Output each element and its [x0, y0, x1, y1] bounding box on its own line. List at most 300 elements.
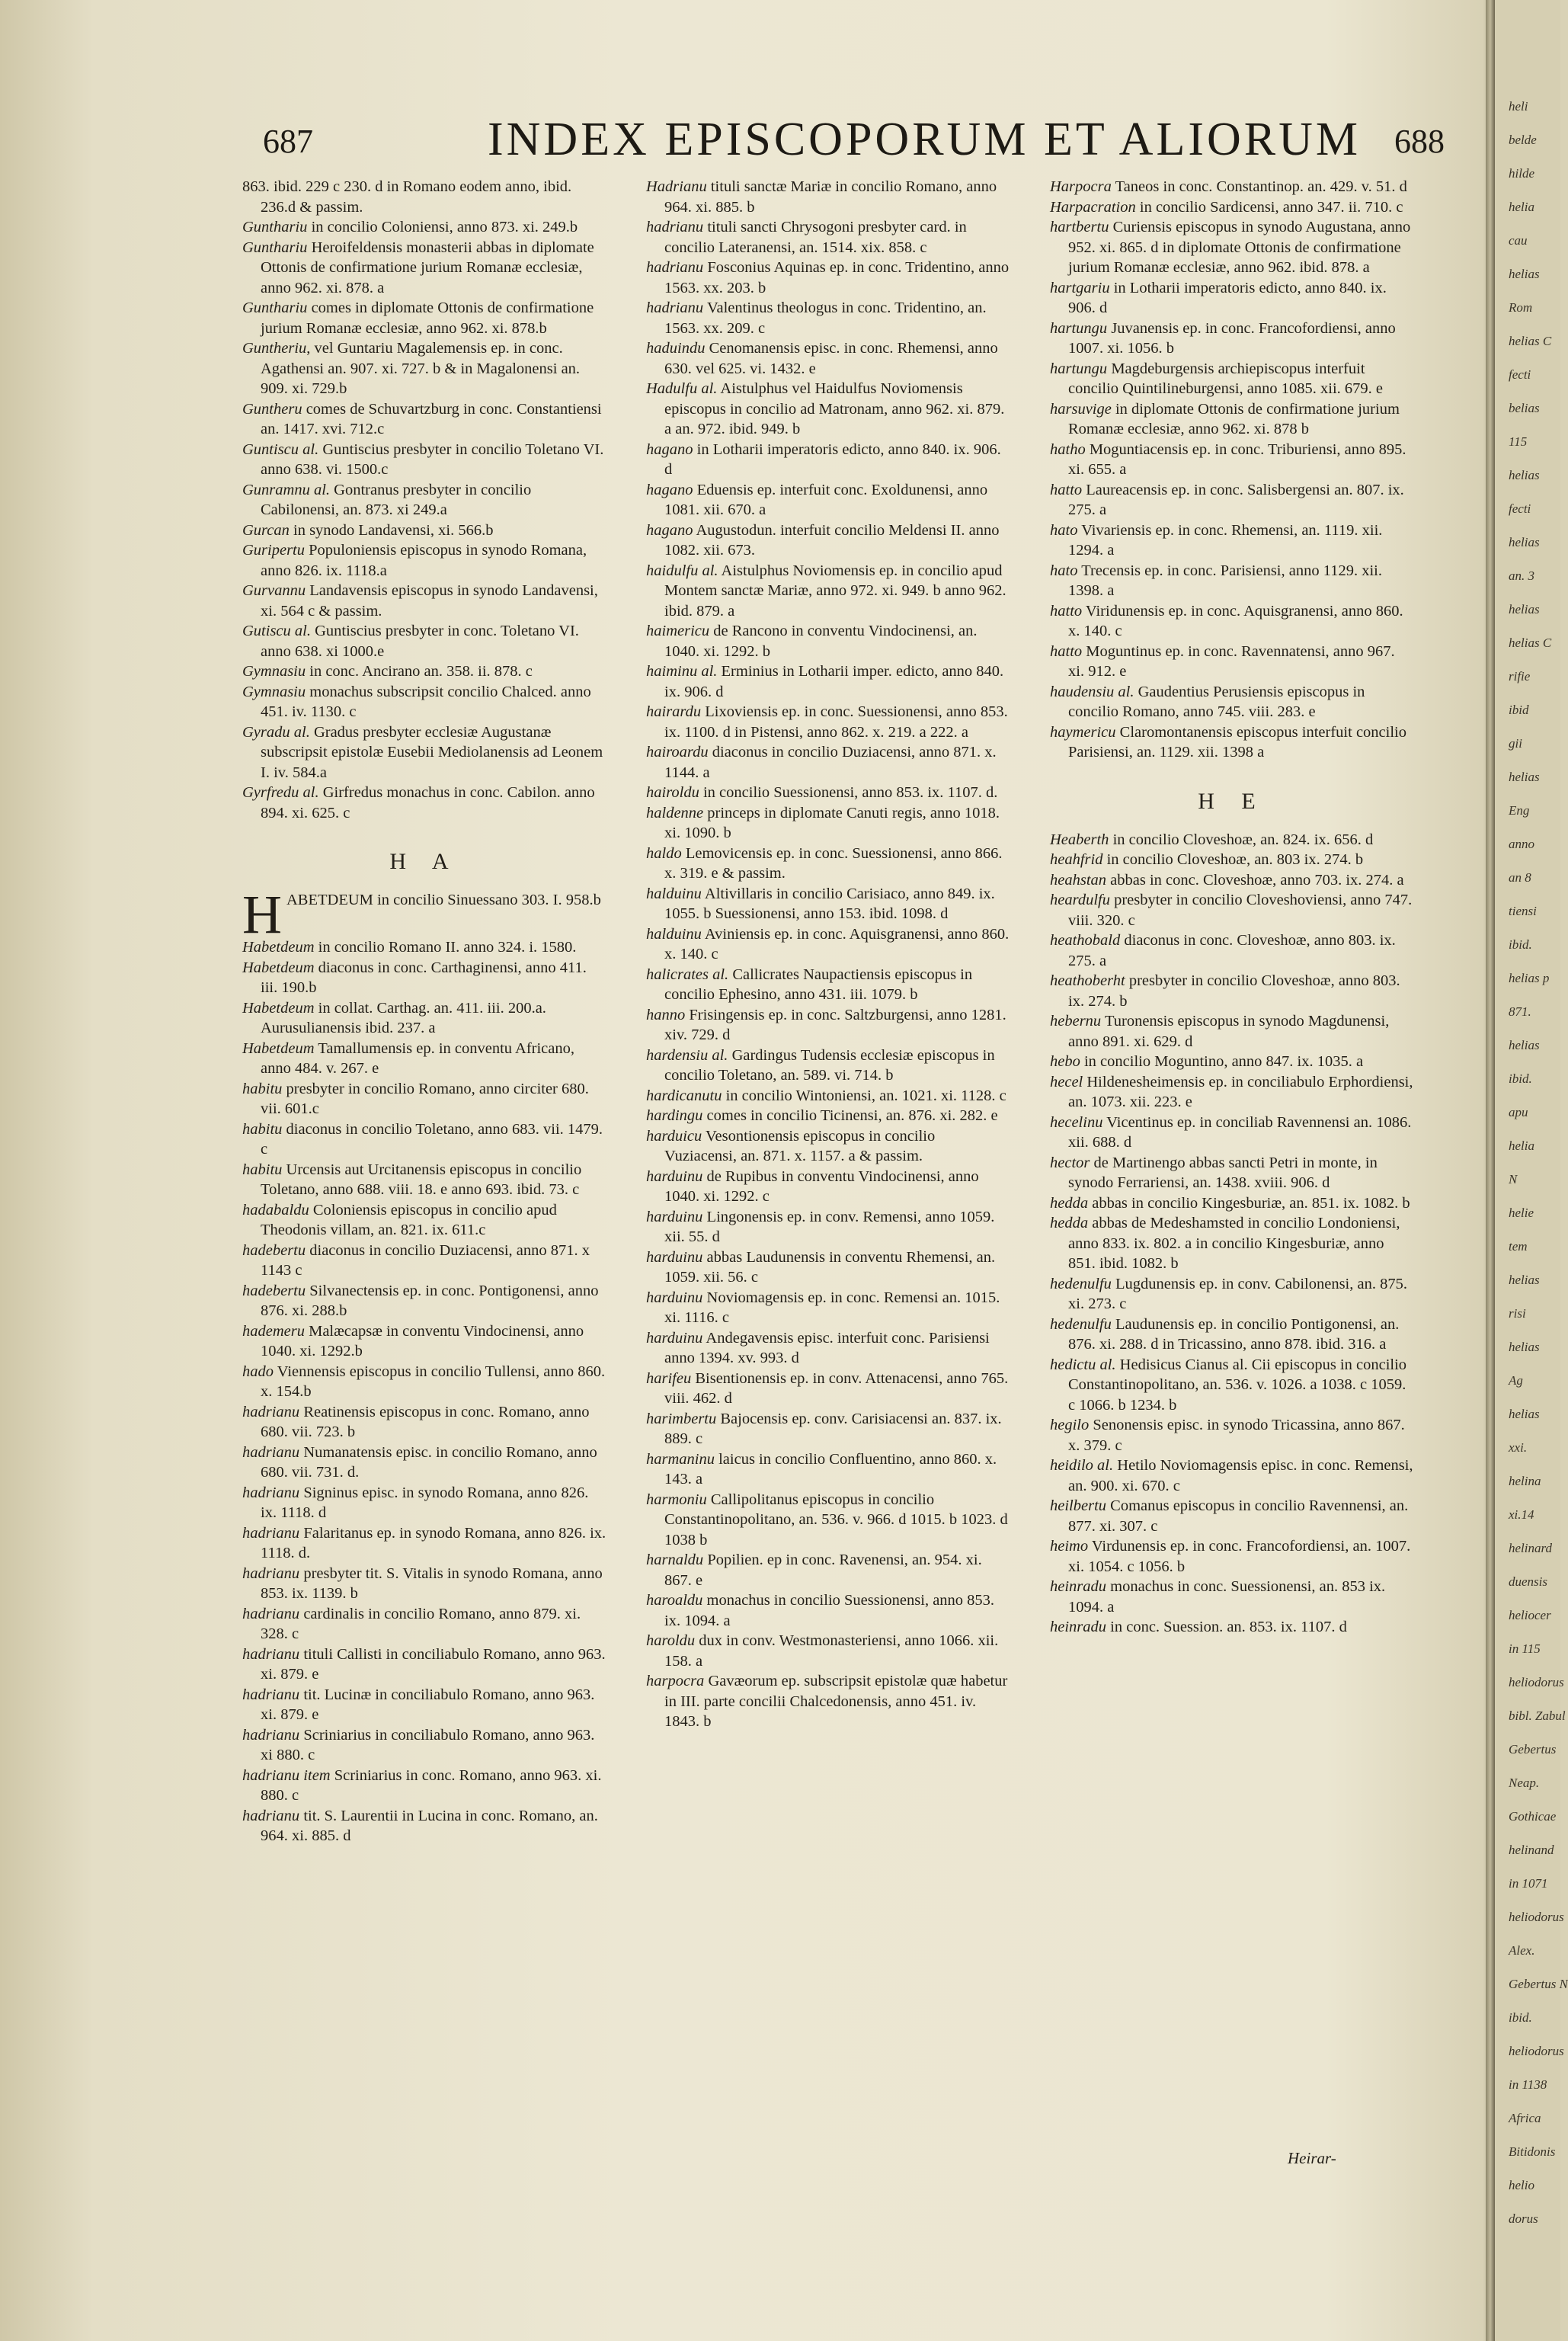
entry-text: Populoniensis episcopus in synodo Romana, anno 826. ix. 1118.a — [261, 542, 587, 579]
entry-text: Landavensis episcopus in synodo Landavensi, xi. 564 c & passim. — [261, 582, 598, 620]
index-entry — [242, 783, 606, 823]
entry-text: Gardingus Tudensis ecclesiæ episcopus in concilio Toletano, an. 589. vi. 714. b — [664, 1046, 995, 1084]
index-entry — [1050, 1496, 1414, 1536]
next-page-fragment: rifie — [1509, 669, 1531, 684]
next-page-fragment: heli — [1509, 99, 1528, 114]
next-page-fragment: ibid. — [1509, 2010, 1532, 2025]
index-entry — [1050, 1456, 1414, 1496]
entry-text: in conc. Ancirano an. 358. ii. 878. c — [306, 663, 533, 680]
index-entry — [646, 561, 1010, 622]
entry-text: comes in concilio Ticinensi, an. 876. xi. 282. e — [702, 1107, 998, 1124]
entry-headword: Guntiscu al. — [242, 440, 319, 458]
index-entry — [242, 1281, 606, 1321]
entry-text: Andegavensis episc. interfuit conc. Parisiensi anno 1394. xv. 993. d — [664, 1329, 990, 1366]
index-entry — [242, 1321, 606, 1362]
entry-headword: harnaldu — [646, 1552, 704, 1568]
index-entry — [242, 520, 606, 541]
index-entry — [1050, 440, 1414, 480]
entry-headword: hadrianu — [242, 1726, 300, 1744]
next-page-fragment: N — [1509, 1172, 1518, 1187]
entry-text: presbyter in concilio Cloveshoæ, anno 803. ix. 274. b — [1068, 972, 1400, 1010]
next-page-fragment: dorus — [1509, 2211, 1538, 2226]
entry-headword: hardingu — [646, 1107, 703, 1124]
entry-text: Aviniensis ep. in conc. Aquisgranensi, anno 860. x. 140. c — [664, 925, 1010, 962]
index-entry — [242, 1200, 606, 1241]
entry-headword: hatho — [1050, 440, 1086, 458]
entry-text: Malæcapsæ in conventu Vindocinensi, anno 1040. xi. 1292.b — [261, 1322, 584, 1359]
index-entry — [1050, 217, 1414, 278]
index-entry — [646, 217, 1010, 258]
index-entry — [646, 177, 1010, 217]
entry-text: Tamallumensis ep. in conventu Africano, anno 484. v. 267. e — [261, 1039, 574, 1077]
index-entry — [242, 480, 606, 520]
entry-headword: hedda — [1050, 1194, 1089, 1212]
entry-text: Coloniensis episcopus in concilio apud Theodonis villam, an. 821. ix. 611.c — [261, 1201, 557, 1238]
entry-text: Gontranus presbyter in concilio Cabilonensi, an. 873. xi 249.a — [261, 481, 532, 518]
entry-headword: Guntheriu — [242, 340, 307, 357]
entry-text: Lingonensis ep. in conv. Remensi, anno 1059. xii. 55. d — [664, 1208, 995, 1245]
entry-text: in concilio Romano II. anno 324. i. 1580. — [314, 939, 577, 956]
entry-text: Gradus presbyter ecclesiæ Augustanæ subscripsit epistolæ Eusebii Mediolanensis ad Leonem I. iv. 584.a — [261, 723, 603, 781]
entry-headword: Guripertu — [242, 542, 305, 559]
index-entry — [1050, 1617, 1414, 1638]
index-entry — [1050, 1011, 1414, 1052]
entry-headword: heathoberht — [1050, 972, 1125, 989]
entry-headword: Gurvannu — [242, 582, 306, 599]
next-page-fragment: fecti — [1509, 367, 1531, 382]
next-page-fragment: heliodorus — [1509, 1910, 1564, 1924]
entry-text: Silvanectensis ep. in conc. Pontigonensi, anno 876. xi. 288.b — [261, 1282, 599, 1319]
index-entry — [646, 1005, 1010, 1046]
index-entry — [1050, 1213, 1414, 1274]
entry-text: ABETDEUM in concilio Sinuessano 303. I. 958.b — [286, 892, 601, 908]
index-column-3 — [1050, 177, 1414, 2250]
entry-headword: hebernu — [1050, 1013, 1102, 1030]
entry-text: Valentinus theologus in conc. Tridentino, an. 1563. xx. 209. c — [664, 299, 987, 337]
entry-headword: hadrianu — [646, 299, 704, 316]
entry-text: Popilien. ep in conc. Ravenensi, an. 954. xi. 867. e — [664, 1552, 982, 1589]
next-page-fragment: helia — [1509, 200, 1534, 214]
index-entry — [646, 1167, 1010, 1207]
index-entry — [646, 783, 1010, 803]
index-entry — [242, 1523, 606, 1564]
entry-headword: harifeu — [646, 1369, 692, 1387]
index-entry — [242, 581, 606, 621]
entry-headword: hatto — [1050, 481, 1083, 498]
next-page-fragment: gii — [1509, 736, 1522, 751]
next-page-fragment: anno — [1509, 837, 1534, 851]
entry-headword: haldenne — [646, 804, 704, 821]
next-page-fragment: heliodorus — [1509, 2044, 1564, 2058]
next-page-fragment: helia — [1509, 1138, 1534, 1153]
entry-headword: Guntheru — [242, 400, 302, 418]
next-page-fragment: 115 — [1509, 434, 1528, 449]
entry-headword: heilbertu — [1050, 1497, 1107, 1514]
entry-text: tituli Callisti in conciliabulo Romano, anno 963. xi. 879. e — [261, 1645, 606, 1683]
entry-headword: Gutiscu al. — [242, 623, 311, 639]
next-page-fragment: 871. — [1509, 1004, 1531, 1019]
entry-headword: hairoardu — [646, 744, 709, 761]
index-entry — [242, 1160, 606, 1200]
entry-headword: hedenulfu — [1050, 1315, 1112, 1333]
entry-text: Augustodun. interfuit concilio Meldensi II. anno 1082. xii. 673. — [664, 521, 1000, 559]
entry-text: tit. S. Laurentii in Lucina in conc. Romano, an. 964. xi. 885. d — [261, 1807, 598, 1844]
entry-text: Girfredus monachus in conc. Cabilon. anno 894. xi. 625. c — [261, 784, 595, 821]
index-entry — [242, 1644, 606, 1685]
entry-headword: hedda — [1050, 1215, 1089, 1231]
index-entry — [242, 338, 606, 399]
entry-headword: hedenulfu — [1050, 1275, 1112, 1292]
index-entry — [646, 661, 1010, 702]
next-page-fragment: helias — [1509, 1273, 1540, 1287]
entry-text: abbas Laudunensis in conventu Rhemensi, an. 1059. xii. 56. c — [664, 1248, 996, 1286]
entry-text: presbyter tit. S. Vitalis in synodo Romana, anno 853. ix. 1139. b — [261, 1564, 603, 1602]
index-entry — [1050, 359, 1414, 399]
next-page-fragment: Alex. — [1509, 1943, 1535, 1958]
next-page-fragment: helias — [1509, 602, 1540, 616]
entry-text: tituli sancti Chrysogoni presbyter card. in concilio Lateranensi, an. 1514. xix. 858. c — [664, 219, 967, 256]
next-page-fragment: Bitidonis — [1509, 2144, 1556, 2159]
index-entry — [242, 682, 606, 722]
entry-text: Moguntiacensis ep. in conc. Triburiensi, anno 895. xi. 655. a — [1068, 440, 1406, 478]
entry-text: Cenomanensis episc. in conc. Rhemensi, anno 630. vel 625. vi. 1432. e — [664, 340, 998, 377]
entry-headword: Gymnasiu — [242, 663, 306, 680]
index-entry — [242, 1806, 606, 1846]
entry-text: Heroifeldensis monasterii abbas in diplomate Ottonis de confirmatione jurium Romanæ ecclesiæ, anno 962. xi. 878. a — [261, 239, 594, 296]
entry-headword: harimbertu — [646, 1410, 717, 1427]
entry-headword: haudensiu al. — [1050, 683, 1134, 700]
entry-text: Curiensis episcopus in synodo Augustana, anno 952. xi. 865. d in diplomate Ottonis de confirmatione jurium Romanæ ecclesiæ, anno 962. ibid. 878. a — [1068, 219, 1411, 276]
drop-cap-letter: H — [242, 884, 282, 945]
entry-headword: Gyrfredu al. — [242, 784, 319, 801]
index-entry — [646, 965, 1010, 1005]
index-entry — [646, 338, 1010, 379]
entry-text: Scriniarius in conciliabulo Romano, anno 963. xi 880. c — [261, 1726, 595, 1763]
index-entry — [1050, 601, 1414, 642]
entry-text: Lemovicensis ep. in conc. Suessionensi, anno 866. x. 319. e & passim. — [664, 844, 1003, 882]
index-entry — [1050, 1072, 1414, 1113]
index-entry — [1050, 1536, 1414, 1577]
index-entry — [1050, 642, 1414, 682]
entry-headword: hecelinu — [1050, 1113, 1103, 1131]
index-entry — [1050, 1577, 1414, 1617]
next-page-fragment: Gebertus — [1509, 1742, 1557, 1757]
entry-text: diaconus in concilio Duziacensi, anno 871. x 1143 c — [261, 1241, 590, 1279]
index-entry — [242, 1119, 606, 1160]
entry-headword: hadrianu — [242, 1524, 300, 1542]
entry-headword: haiminu al. — [646, 663, 718, 680]
entry-text: Taneos in conc. Constantinop. an. 429. v. 51. d — [1111, 178, 1407, 195]
entry-text: 863. ibid. 229 c 230. d in Romano eodem anno, ibid. 236.d & passim. — [242, 178, 572, 216]
next-page-fragment: in 115 — [1509, 1641, 1541, 1656]
entry-text: Moguntinus ep. in conc. Ravennatensi, anno 967. xi. 912. e — [1068, 642, 1395, 680]
entry-text: diaconus in concilio Toletano, anno 683. vii. 1479. c — [261, 1120, 603, 1158]
index-column-2 — [646, 177, 1010, 2250]
index-entry — [646, 1590, 1010, 1631]
next-page-fragment: xxi. — [1509, 1440, 1528, 1455]
entry-headword: Habetdeum — [242, 999, 315, 1017]
entry-text: laicus in concilio Confluentino, anno 860. x. 143. a — [664, 1450, 997, 1488]
entry-headword: hegilo — [1050, 1417, 1090, 1433]
entry-headword: hadabaldu — [242, 1201, 309, 1219]
entry-text: in Lotharii imperatoris edicto, anno 840. ix. 906. d — [1068, 279, 1387, 316]
entry-headword: harduinu — [646, 1208, 703, 1225]
next-page-fragment: helias — [1509, 468, 1540, 482]
entry-headword: hairoldu — [646, 784, 699, 801]
index-entry — [1050, 1315, 1414, 1355]
entry-headword: haroaldu — [646, 1592, 703, 1609]
index-entry — [646, 1207, 1010, 1247]
entry-text: Numanatensis episc. in concilio Romano, anno 680. vii. 731. d. — [261, 1443, 597, 1481]
entry-text: Vesontionensis episcopus in concilio Vuziacensi, an. 871. x. 1157. a & passim. — [664, 1127, 936, 1164]
catchword: Heirar- — [1288, 2149, 1336, 2167]
next-page-fragment: helias C — [1509, 636, 1552, 650]
entry-headword: hado — [242, 1363, 274, 1380]
index-entry — [1050, 890, 1414, 930]
next-page-fragment: helias p — [1509, 971, 1550, 985]
entry-text: Noviomagensis ep. in conc. Remensi an. 1015. xi. 1116. c — [664, 1289, 1000, 1326]
entry-headword: hadrianu — [242, 1443, 300, 1461]
entry-headword: Habetdeum — [242, 959, 315, 976]
entry-text: diaconus in concilio Duziacensi, anno 871. x. 1144. a — [664, 744, 997, 781]
entry-text: Bisentionensis ep. in conv. Attenacensi, anno 765. viii. 462. d — [664, 1369, 1009, 1407]
entry-headword: Gunthariu — [242, 239, 308, 256]
entry-text: Magdeburgensis archiepiscopus interfuit concilio Quintilineburgensi, anno 1085. xii. 679. e — [1068, 360, 1383, 397]
index-entry — [646, 298, 1010, 338]
entry-text: Hildenesheimensis ep. in conciliabulo Erphordiensi, an. 1073. xii. 223. e — [1068, 1073, 1413, 1110]
entry-headword: harduinu — [646, 1289, 703, 1306]
entry-headword: harmoniu — [646, 1491, 707, 1508]
entry-text: , vel Guntariu Magalemensis ep. in conc. Agathensi an. 907. xi. 727. b & in Magalonensi an. 909. xi. 729.b — [261, 340, 581, 397]
entry-text: Erminius in Lotharii imper. edicto, anno 840. ix. 906. d — [664, 663, 1004, 700]
entry-headword: harduinu — [646, 1167, 703, 1185]
entry-headword: Gunthariu — [242, 299, 308, 316]
entry-text: Aistulphus vel Haidulfus Noviomensis episcopus in concilio ad Matronam, anno 962. xi. 879. a an. 972. ibid. 949. b — [664, 380, 1005, 437]
entry-headword: hatto — [1050, 602, 1083, 620]
index-entry — [1050, 1355, 1414, 1416]
index-entry — [1050, 1193, 1414, 1214]
index-entry — [242, 1443, 606, 1483]
entry-text: de Rancono in conventu Vindocinensi, an. 1040. xi. 1292. b — [664, 623, 978, 660]
index-entry — [1050, 1052, 1414, 1072]
index-entry — [242, 661, 606, 682]
next-page-fragment: Rom — [1509, 300, 1533, 315]
next-page-fragment: bibl. Zabul — [1509, 1709, 1566, 1723]
entry-headword: habitu — [242, 1080, 283, 1097]
next-page-fragment: Ag — [1509, 1373, 1523, 1388]
entry-headword: Gymnasiu — [242, 683, 306, 700]
entry-headword: hadrianu — [242, 1686, 300, 1703]
entry-headword: haidulfu al. — [646, 562, 718, 579]
next-page-fragment: helinand — [1509, 1843, 1554, 1857]
entry-headword: hebo — [1050, 1053, 1080, 1070]
entry-text: in Lotharii imperatoris edicto, anno 840. ix. 906. d — [664, 440, 1001, 478]
index-entry — [646, 258, 1010, 298]
entry-headword: haduindu — [646, 340, 706, 357]
index-entry — [242, 238, 606, 299]
entry-headword: heahfrid — [1050, 851, 1103, 868]
entry-text: de Martinengo abbas sancti Petri in monte, in synodo Ferrariensi, an. 1438. xviii. 906. d — [1068, 1154, 1378, 1191]
entry-text: in concilio Wintoniensi, an. 1021. xi. 1128. c — [722, 1087, 1006, 1104]
entry-headword: haroldu — [646, 1632, 696, 1649]
entry-text: presbyter in concilio Cloveshoviensi, anno 747. viii. 320. c — [1068, 892, 1413, 929]
entry-headword: Heaberth — [1050, 831, 1109, 848]
next-page-fragment: helias — [1509, 770, 1540, 784]
entry-headword: hedictu al. — [1050, 1356, 1116, 1373]
entry-headword: Hadulfu al. — [646, 380, 718, 397]
index-entry — [646, 379, 1010, 440]
index-entry — [242, 1241, 606, 1281]
next-page-fragment: xi.14 — [1509, 1507, 1534, 1522]
index-entry — [242, 1725, 606, 1766]
index-entry — [1050, 1153, 1414, 1193]
entry-headword: hato — [1050, 562, 1078, 579]
entry-text: monachus in conc. Suessionensi, an. 853 ix. 1094. a — [1068, 1578, 1386, 1616]
index-entry — [1050, 177, 1414, 197]
index-entry — [242, 621, 606, 661]
index-entry — [1050, 520, 1414, 561]
entry-headword: hadrianu — [242, 1403, 300, 1420]
entry-headword: hagano — [646, 481, 693, 498]
next-page-fragment: apu — [1509, 1105, 1528, 1119]
index-entry — [242, 937, 606, 958]
next-page-fragment: helias — [1509, 535, 1540, 549]
entry-text: comes in diplomate Ottonis de confirmatione jurium Romanæ ecclesiæ, anno 962. xi. 878.b — [261, 299, 594, 337]
index-entry — [242, 298, 606, 338]
entry-headword: hademeru — [242, 1322, 305, 1340]
index-entry — [646, 1671, 1010, 1732]
entry-headword: Gunthariu — [242, 219, 308, 235]
index-entry — [1050, 480, 1414, 520]
entry-text: diaconus in conc. Cloveshoæ, anno 803. ix. 275. a — [1068, 932, 1396, 969]
entry-headword: hatto — [1050, 642, 1083, 660]
next-page-fragment: in 1071 — [1509, 1876, 1548, 1891]
entry-text: tit. Lucinæ in conciliabulo Romano, anno 963. xi. 879. e — [261, 1686, 595, 1723]
entry-headword: Hadrianu — [646, 178, 707, 195]
entry-headword: Gyradu al. — [242, 723, 310, 741]
index-entry — [646, 924, 1010, 965]
index-entry — [242, 958, 606, 998]
dropcap-entry — [242, 884, 606, 945]
left-page-number: 687 — [263, 123, 313, 160]
next-page-fragment: hilde — [1509, 166, 1534, 181]
index-entry — [1050, 278, 1414, 319]
next-page-margin — [1495, 0, 1568, 2341]
entry-text: abbas in conc. Cloveshoæ, anno 703. ix. 274. a — [1106, 871, 1404, 889]
next-page-fragment: helina — [1509, 1474, 1541, 1488]
entry-text: in collat. Carthag. an. 411. iii. 200.a. Aurusulianensis ibid. 237. a — [261, 999, 546, 1036]
index-entry — [242, 1362, 606, 1402]
entry-headword: hartungu — [1050, 360, 1108, 377]
index-entry — [242, 1564, 606, 1604]
entry-text: in concilio Moguntino, anno 847. ix. 1035. a — [1080, 1053, 1364, 1070]
next-page-fragment: belias — [1509, 401, 1540, 415]
index-entry — [242, 1766, 606, 1806]
entry-headword: Habetdeum — [242, 939, 315, 956]
index-entry — [646, 1409, 1010, 1449]
index-entry — [1050, 930, 1414, 971]
entry-headword: hector — [1050, 1154, 1090, 1171]
index-entry — [1050, 197, 1414, 218]
entry-headword: hartungu — [1050, 319, 1108, 337]
next-page-fragment: Gebertus N — [1509, 1977, 1568, 1991]
entry-headword: hagano — [646, 521, 693, 539]
page-title: INDEX EPISCOPORUM ET ALIORUM — [488, 114, 1361, 165]
entry-text: Comanus episcopus in concilio Ravennensi, an. 877. xi. 307. c — [1068, 1497, 1409, 1535]
entry-headword: habitu — [242, 1161, 283, 1178]
entry-text: Trecensis ep. in conc. Parisiensi, anno 1129. xii. 1398. a — [1068, 562, 1382, 599]
section-heading: H A — [389, 849, 459, 874]
entry-text: Callicrates Naupactiensis episcopus in concilio Ephesino, anno 431. iii. 1079. b — [664, 966, 973, 1003]
entry-text: diaconus in conc. Carthaginensi, anno 411. iii. 190.b — [261, 959, 587, 996]
entry-headword: hadrianu — [646, 219, 704, 235]
index-entry — [646, 621, 1010, 661]
entry-text: Altivillaris in concilio Carisiaco, anno 849. ix. 1055. b Suessionensi, anno 153. ibid. 1098. d — [664, 885, 995, 922]
entry-headword: hecel — [1050, 1073, 1083, 1090]
entry-headword: harmaninu — [646, 1450, 715, 1468]
entry-headword: Harpocra — [1050, 178, 1112, 195]
entry-headword: harduinu — [646, 1329, 703, 1347]
entry-headword: Gunramnu al. — [242, 481, 331, 498]
index-entry — [646, 480, 1010, 520]
entry-text: Aistulphus Noviomensis ep. in concilio apud Montem sanctæ Mariæ, anno 972. xi. 949. b anno 962. ibid. 879. a — [664, 562, 1006, 620]
entry-text: Scriniarius in conc. Romano, anno 963. xi. 880. c — [261, 1766, 602, 1804]
index-entry — [646, 1550, 1010, 1590]
entry-headword: haldo — [646, 844, 682, 862]
entry-headword: heinradu — [1050, 1619, 1107, 1635]
entry-text: Eduensis ep. interfuit conc. Exoldunensi, anno 1081. xii. 670. a — [664, 481, 988, 518]
index-entry — [1050, 319, 1414, 359]
next-page-fragment: heliocer — [1509, 1608, 1551, 1622]
index-entry — [1050, 682, 1414, 722]
entry-text: Gavæorum ep. subscripsit epistolæ quæ habetur in III. parte concilii Chalcedonensis, anno 451. iv. 1843. b — [664, 1673, 1008, 1730]
entry-text: Lugdunensis ep. in conv. Cabilonensi, an. 875. xi. 273. c — [1068, 1275, 1407, 1312]
entry-headword: harpocra — [646, 1673, 705, 1689]
entry-text: Laureacensis ep. in conc. Salisbergensi an. 807. ix. 275. a — [1068, 481, 1404, 518]
entry-text: in concilio Sardicensi, anno 347. ii. 710. c — [1135, 198, 1403, 216]
entry-text: Senonensis episc. in synodo Tricassina, anno 867. x. 379. c — [1068, 1417, 1405, 1454]
next-page-fragment: heliodorus — [1509, 1675, 1564, 1689]
entry-text: presbyter in concilio Romano, anno circiter 680. vii. 601.c — [261, 1080, 589, 1117]
entry-headword: hadrianu — [242, 1605, 300, 1622]
entry-headword: Habetdeum — [242, 1039, 315, 1057]
entry-text: in diplomate Ottonis de confirmatione jurium Romanæ ecclesiæ, anno 962. xi. 878 b — [1068, 400, 1400, 437]
next-page-fragment: helias C — [1509, 334, 1552, 348]
entry-text: Fosconius Aquinas ep. in conc. Tridentino, anno 1563. xx. 203. b — [664, 259, 1010, 296]
index-entry — [646, 1046, 1010, 1086]
next-page-fragment: an. 3 — [1509, 568, 1534, 583]
entry-text: princeps in diplomate Canuti regis, anno 1018. xi. 1090. b — [664, 804, 1000, 841]
entry-text: Viridunensis ep. in conc. Aquisgranensi, anno 860. x. 140. c — [1068, 602, 1403, 639]
next-page-fragment: Africa — [1509, 2111, 1541, 2125]
index-entry — [242, 540, 606, 581]
entry-text: monachus in concilio Suessionensi, anno 853. ix. 1094. a — [664, 1592, 995, 1629]
next-page-fragment: an 8 — [1509, 870, 1531, 885]
entry-text: Hedisicus Cianus al. Cii episcopus in concilio Constantinopolitano, an. 536. v. 1026. a 1038. c 1059. c 1066. b 1234. b — [1068, 1356, 1407, 1414]
index-entry — [1050, 971, 1414, 1011]
entry-headword: hartbertu — [1050, 219, 1109, 235]
entry-text: Signinus episc. in synodo Romana, anno 826. ix. 1118. d — [261, 1484, 589, 1521]
entry-text: in concilio Cloveshoæ, an. 803 ix. 274. b — [1102, 851, 1364, 868]
entry-text: Frisingensis ep. in conc. Saltzburgensi, anno 1281. xiv. 729. d — [664, 1006, 1006, 1043]
next-page-fragment: ibid. — [1509, 937, 1532, 952]
index-entry — [242, 1685, 606, 1725]
index-entry — [242, 1039, 606, 1079]
index-entry — [1050, 850, 1414, 870]
entry-headword: hardensiu al. — [646, 1046, 728, 1064]
entry-text: Lixoviensis ep. in conc. Suessionensi, anno 853. ix. 1100. d in Pistensi, anno 862. x. 219. a 222. a — [664, 703, 1008, 741]
next-page-fragment: risi — [1509, 1306, 1526, 1321]
